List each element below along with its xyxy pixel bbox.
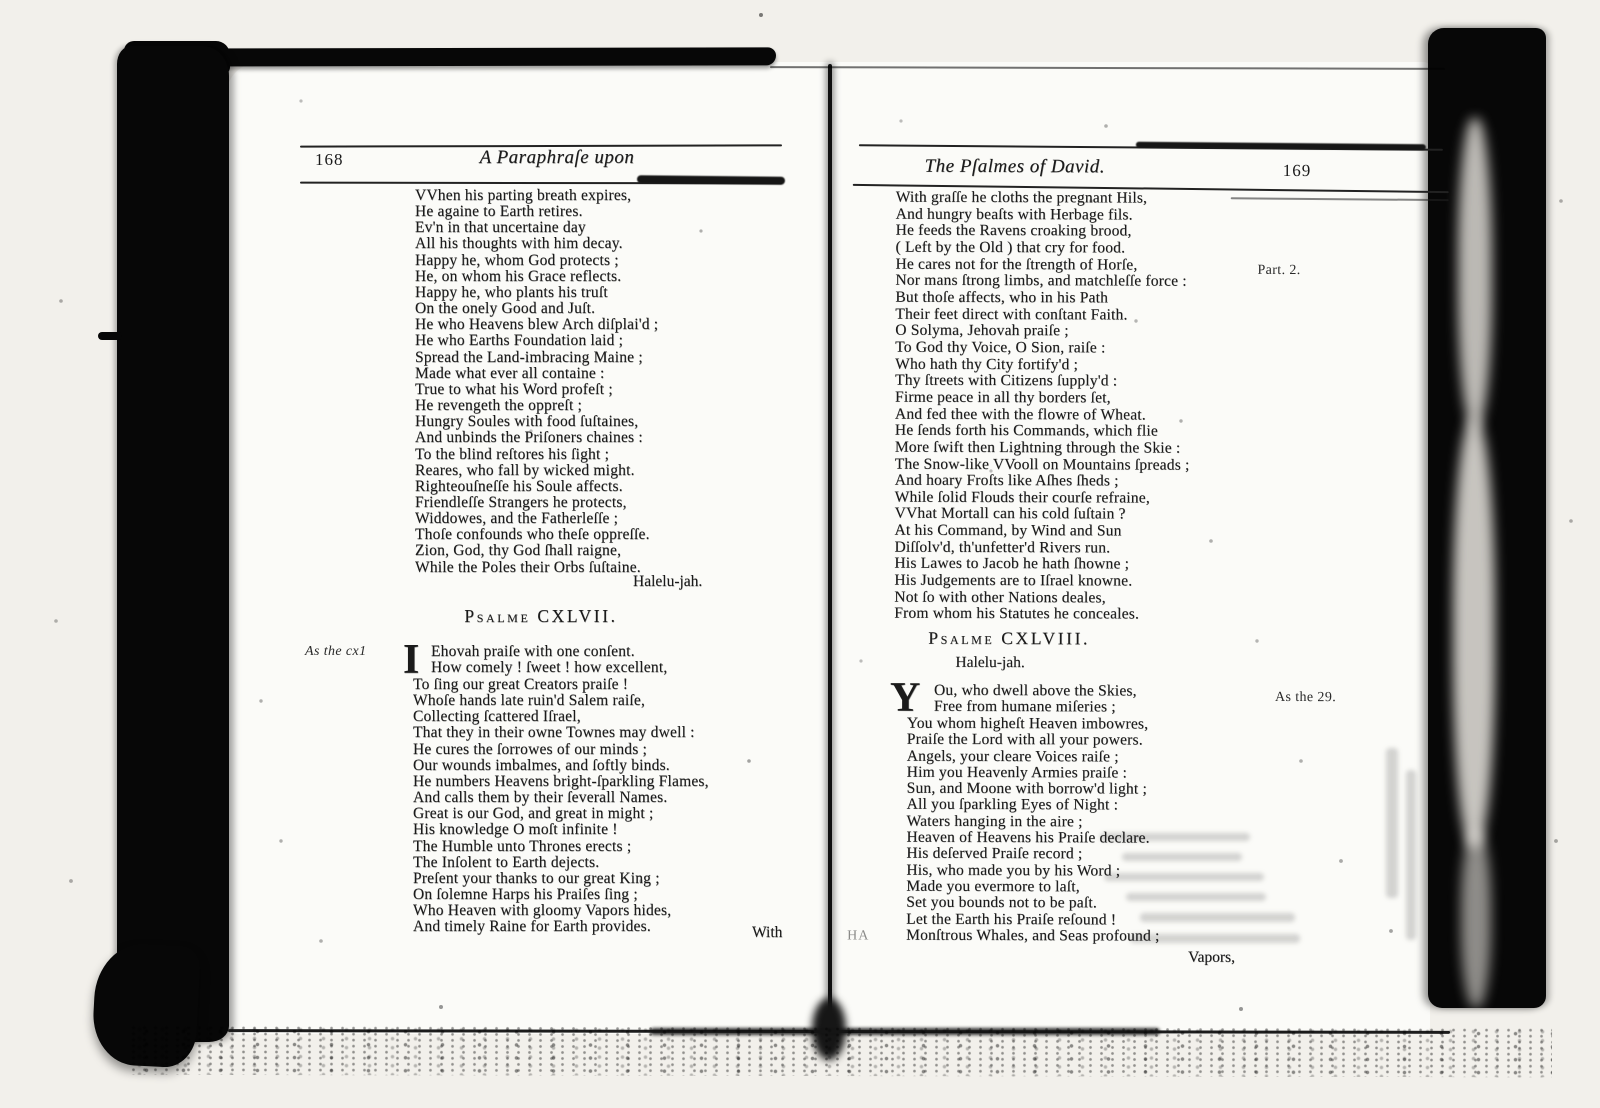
margin-note-tune: As the 29.	[1274, 689, 1337, 706]
poem-line: Monſtrous Whales, and Seas profound ;	[906, 926, 1160, 945]
poem-line: While the Poles their Orbs ſuſtaine.	[415, 558, 641, 576]
poem-line: And timely Raine for Earth provides.	[413, 918, 651, 936]
poem-line: Ou, who dwell above the Skies,	[933, 681, 1137, 700]
poem-line: Waters hanging in the aire ;	[906, 812, 1083, 831]
header-rule-faint	[1231, 197, 1449, 201]
poem-line: He cures the ſorrowes of our minds ;	[413, 740, 648, 758]
poem-line: To ſing our great Creators praiſe !	[413, 676, 629, 693]
poem-line: You whom higheſt Heaven imbowres,	[906, 714, 1149, 733]
poem-line: Made what ever all containe :	[415, 364, 605, 382]
poem-line: And unbinds the Priſoners chaines :	[415, 429, 643, 447]
drop-cap-I: I	[403, 637, 420, 683]
poem-line: Free from humane miſeries ;	[933, 698, 1116, 716]
poem-line: He who Earths Foundation laid ;	[415, 332, 624, 350]
poem-line: His deſerved Praiſe record ;	[906, 845, 1083, 863]
poem-line: Not ſo with other Nations deales,	[894, 588, 1106, 607]
poem-line: With graſſe he cloths the pregnant Hils,	[895, 188, 1148, 207]
poem-line: Who Heaven with gloomy Vapors hides,	[413, 902, 672, 920]
poem-line: Thoſe confounds who theſe oppreſſe.	[415, 526, 650, 544]
margin-note-tune: As the cx1	[305, 644, 367, 659]
poem-line: Spread the Land-imbracing Maine ;	[415, 348, 643, 366]
catchword: With	[752, 924, 783, 941]
poem-line: VVhat Mortall can his cold ſuſtain ?	[894, 505, 1126, 523]
poem-line: And calls them by their ſeverall Names.	[413, 789, 668, 807]
poem-line: And fed thee with the flowre of Wheat.	[894, 405, 1146, 424]
psalm-148-opening	[934, 683, 1137, 716]
poem-line: He revengeth the oppreſt ;	[415, 397, 583, 415]
poem-line: Reares, who fall by wicked might.	[415, 461, 635, 479]
poem-line: On ſolemne Harps his Praiſes ſing ;	[413, 886, 638, 904]
poem-line: Preſent your thanks to our great King ;	[413, 869, 660, 887]
poem-line: Happy he, who plants his truſt	[415, 283, 608, 301]
poem-line: Happy he, whom God protects ;	[415, 251, 619, 269]
psalm-148-stanza	[906, 716, 1160, 945]
poem-line: Praiſe the Lord with all your powers.	[906, 730, 1143, 749]
poem-line: Him you Heavenly Armies praiſe :	[906, 763, 1128, 782]
poem-line: That they in their owne Townes may dwell :	[413, 724, 695, 742]
poem-line: All his thoughts with him decay.	[415, 235, 623, 253]
running-title: A Paraphraſe upon	[479, 147, 635, 168]
poem-line: And hungry beaſts with Herbage fils.	[895, 205, 1133, 224]
poem-line: Nor mans ſtrong limbs, and matchleſſe force :	[895, 271, 1187, 290]
page-number: 169	[1282, 160, 1312, 181]
poem-line: He againe to Earth retires.	[415, 203, 583, 221]
signature-mark: HA	[847, 928, 870, 944]
header-rule-smudge	[1136, 142, 1426, 151]
poem-line: Collecting ſcattered Iſrael,	[413, 708, 581, 726]
running-title: The Pſalmes of David.	[924, 155, 1106, 178]
poem-line: The Humble unto Thrones erects ;	[413, 837, 632, 855]
poem-line: Friendleſſe Strangers he protects,	[415, 493, 627, 511]
poem-line: Thy ſtreets with Citizens ſupply'd :	[895, 371, 1118, 390]
poem-line: Made you evermore to laſt,	[906, 877, 1080, 896]
poem-line: How comely ! ſweet ! how excellent,	[431, 659, 668, 677]
poem-line: Angels, your cleare Voices raiſe ;	[906, 747, 1119, 766]
poem-line: He ſends forth his Commands, which flie	[894, 421, 1159, 440]
poem-line: Let the Earth his Praiſe reſound !	[906, 910, 1117, 928]
poem-line: Firme peace in all thy borders ſet,	[894, 388, 1111, 407]
poem-line: Widdowes, and the Fatherleſſe ;	[415, 510, 619, 528]
psalm-148-heading: Psalme CXLVIII.	[928, 627, 1091, 649]
poem-line: His knowledge O moſt infinite !	[413, 821, 618, 839]
poem-line: Heaven of Heavens his Praiſe declare.	[906, 828, 1150, 847]
poem-line: He cares not for the ſtrength of Horſe,	[895, 255, 1138, 274]
drop-cap-Y: Y	[889, 674, 921, 721]
poem-line: Whoſe hands late ruin'd Salem raiſe,	[413, 692, 646, 710]
poem-line: Our wounds imbalmes, and ſoftly binds.	[413, 756, 670, 774]
poem-line: Righteouſneſſe his Soule affects.	[415, 477, 623, 495]
poem-line: Great is our God, and great in might ;	[413, 805, 654, 823]
poem-line: All you ſparkling Eyes of Night :	[906, 796, 1119, 814]
psalm-148-subheading: Halelu-jah.	[955, 653, 1025, 672]
poem-line: Hungry Soules with food ſuſtaines,	[415, 413, 639, 431]
poem-line: More ſwift then Lightning through the Skie :	[894, 438, 1181, 457]
poem-line: To the blind reſtores his ſight ;	[415, 445, 610, 463]
poem-line: His Judgements are to Iſrael knowne.	[894, 571, 1133, 590]
page-number: 168	[315, 150, 344, 169]
poem-line: He, on whom his Grace reflects.	[415, 267, 622, 285]
psalm-147-heading: Psalme CXLVII.	[464, 606, 618, 626]
poem-line: From whom his Statutes he conceales.	[894, 605, 1140, 623]
catchword: Vapors,	[1188, 948, 1236, 966]
poem-line: VVhen his parting breath expires,	[415, 187, 632, 204]
halelujah-line: Halelu-jah.	[633, 573, 703, 590]
poem-line: He numbers Heavens bright-ſparkling Flames,	[413, 772, 709, 790]
poem-line: Who hath thy City fortify'd ;	[895, 355, 1079, 373]
poem-line: To God thy Voice, O Sion, raiſe :	[895, 338, 1106, 357]
poem-line: His, who made you by his Word ;	[906, 861, 1121, 880]
poem-line: On the onely Good and Juſt.	[415, 300, 596, 318]
poem-line: ( Left by the Old ) that cry for food.	[895, 238, 1126, 257]
poem-line: At his Command, by Wind and Sun	[894, 521, 1122, 540]
psalm-147-continued	[894, 190, 1190, 624]
poem-line: He feeds the Ravens croaking brood,	[895, 221, 1132, 240]
poem-line: Their feet direct with conſtant Faith.	[895, 305, 1128, 324]
poem-line: Zion, God, thy God ſhall raigne,	[415, 542, 622, 560]
poem-line: O Solyma, Jehovah praiſe ;	[895, 321, 1069, 340]
poem-line: He who Heavens blew Arch diſplai'd ;	[415, 316, 659, 334]
poem-line: While ſolid Flouds their courſe refraine,	[894, 488, 1150, 507]
poem-line: Diſſolv'd, th'unfetter'd Rivers run.	[894, 538, 1111, 557]
poem-line: His Lawes to Jacob he hath ſhowne ;	[894, 555, 1130, 573]
poem-line: But thoſe affects, who in his Path	[895, 288, 1109, 307]
poem-line: Ehovah praiſe with one conſent.	[431, 643, 635, 660]
poem-line: Sun, and Moone with borrow'd light ;	[906, 779, 1148, 798]
poem-line: The Snow-like VVooll on Mountains ſpreads ;	[894, 455, 1190, 474]
poem-line: Set you bounds not to be paſt.	[906, 893, 1097, 912]
margin-note-part: Part. 2.	[1257, 262, 1301, 279]
poem-line: The Inſolent to Earth dejects.	[413, 853, 600, 871]
poem-line: Ev'n in that uncertaine day	[415, 219, 586, 237]
poem-line: And hoary Froſts like Aſhes ſheds ;	[894, 471, 1119, 490]
poem-line: True to what his Word profeſt ;	[415, 380, 613, 398]
